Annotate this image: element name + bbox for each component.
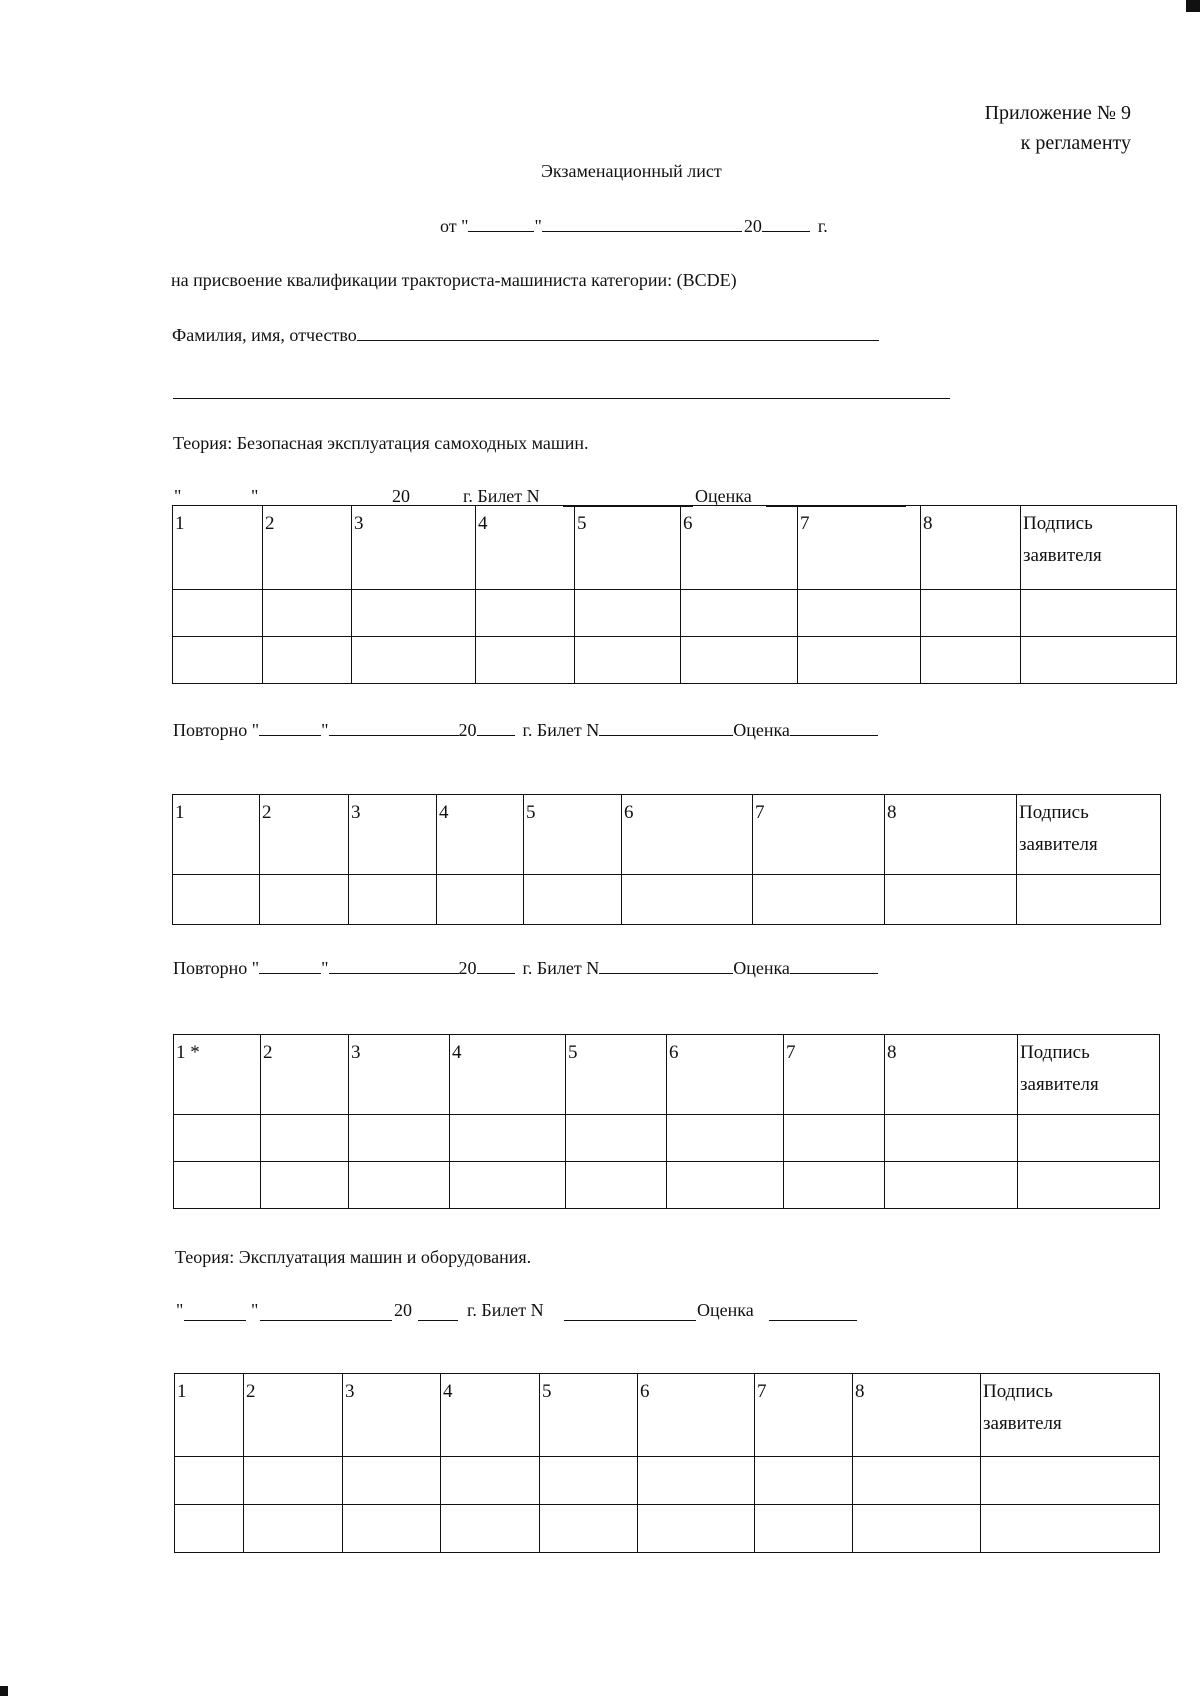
signature-label-line1: Подпись — [1019, 802, 1089, 823]
retry1-header-7: 7 — [753, 795, 885, 875]
answer-cell[interactable] — [441, 1457, 540, 1505]
signature-label-line2: заявителя — [1019, 834, 1098, 855]
answer-cell[interactable] — [784, 1115, 885, 1162]
retry1-ticket-label: г. Билет N — [522, 720, 600, 740]
answer-cell[interactable] — [349, 1115, 450, 1162]
date-suffix: г. — [817, 216, 828, 236]
retry1-row — [173, 720, 878, 741]
signature-cell[interactable] — [1018, 1162, 1160, 1209]
table-row — [173, 637, 1177, 684]
retry1-month-blank[interactable] — [329, 721, 459, 736]
scan-edge-mark — [1186, 0, 1200, 12]
appendix-number: Приложение № 9 — [984, 102, 1131, 124]
section1-quote-open: " — [174, 486, 182, 506]
retry2-signature-header — [1018, 1035, 1160, 1115]
section1-ticket-label: г. Билет N — [463, 486, 540, 506]
retry1-ticket-blank[interactable] — [599, 721, 733, 736]
section1-header-3: 3 — [352, 506, 476, 590]
fio-row — [172, 325, 879, 346]
section2-ticket-blank[interactable] — [564, 1320, 696, 1321]
section1-table — [172, 505, 1177, 684]
section2-ticket-label: г. Билет N — [467, 1300, 544, 1320]
answer-cell[interactable] — [173, 875, 260, 925]
answer-cell[interactable] — [261, 1115, 349, 1162]
answer-cell[interactable] — [853, 1505, 981, 1553]
section2-header-5: 5 — [540, 1374, 638, 1457]
retry2-label: Повторно " — [173, 958, 260, 978]
answer-cell[interactable] — [566, 1162, 667, 1209]
answer-cell[interactable] — [263, 637, 352, 684]
answer-cell[interactable] — [885, 1115, 1018, 1162]
retry1-signature-header — [1017, 795, 1161, 875]
section1-title: Теория: Безопасная эксплуатация самоходных машин. — [173, 433, 589, 453]
scan-edge-mark — [0, 1686, 8, 1696]
table-row — [175, 1457, 1160, 1505]
date-prefix: от " — [440, 216, 469, 236]
answer-cell[interactable] — [175, 1505, 244, 1553]
retry2-ticket-label: г. Билет N — [522, 958, 600, 978]
section1-date-row — [174, 486, 181, 507]
section1-header-4: 4 — [476, 506, 575, 590]
signature-cell[interactable] — [1021, 590, 1177, 637]
retry2-header-4: 4 — [450, 1035, 566, 1115]
retry2-header-7: 7 — [784, 1035, 885, 1115]
section1-quote-close: " — [251, 486, 259, 506]
year-blank[interactable] — [762, 217, 810, 232]
answer-cell[interactable] — [921, 590, 1021, 637]
retry2-ticket-blank[interactable] — [599, 959, 733, 974]
answer-cell[interactable] — [921, 637, 1021, 684]
section2-year: 20 — [394, 1300, 412, 1320]
signature-cell[interactable] — [981, 1505, 1160, 1553]
answer-cell[interactable] — [540, 1457, 638, 1505]
section2-header-3: 3 — [343, 1374, 441, 1457]
retry1-year: 20 — [458, 720, 477, 740]
section1-year: 20 — [392, 486, 410, 506]
answer-cell[interactable] — [352, 590, 476, 637]
answer-cell[interactable] — [798, 637, 921, 684]
answer-cell[interactable] — [798, 590, 921, 637]
month-blank[interactable] — [542, 217, 742, 232]
answer-cell[interactable] — [885, 875, 1017, 925]
answer-cell[interactable] — [853, 1457, 981, 1505]
answer-cell[interactable] — [343, 1505, 441, 1553]
answer-cell[interactable] — [784, 1162, 885, 1209]
qualification-text: на присвоение квалификации тракториста-машиниста категории: (BCDE) — [171, 270, 737, 290]
retry2-table — [173, 1034, 1160, 1209]
signature-cell[interactable] — [1017, 875, 1161, 925]
section2-signature-header — [981, 1374, 1160, 1457]
section1-header-5: 5 — [575, 506, 681, 590]
answer-cell[interactable] — [575, 590, 681, 637]
section1-header-6: 6 — [681, 506, 798, 590]
section1-signature-header — [1021, 506, 1177, 590]
answer-cell[interactable] — [638, 1457, 755, 1505]
signature-label-line2: заявителя — [983, 1413, 1062, 1434]
retry1-header-4: 4 — [437, 795, 524, 875]
answer-cell[interactable] — [174, 1115, 261, 1162]
answer-cell[interactable] — [263, 590, 352, 637]
answer-cell[interactable] — [476, 637, 575, 684]
answer-cell[interactable] — [476, 590, 575, 637]
section2-grade-blank[interactable] — [769, 1320, 857, 1321]
retry2-month-blank[interactable] — [329, 959, 459, 974]
signature-label-line1: Подпись — [983, 1381, 1053, 1402]
fio-blank[interactable] — [357, 326, 879, 341]
section2-year-blank[interactable] — [418, 1320, 458, 1321]
signature-cell[interactable] — [1021, 637, 1177, 684]
section2-header-1: 1 — [175, 1374, 244, 1457]
retry2-header-6: 6 — [667, 1035, 784, 1115]
answer-cell[interactable] — [540, 1505, 638, 1553]
appendix-regulation: к регламенту — [1020, 132, 1131, 154]
retry2-year-blank[interactable] — [477, 959, 515, 974]
answer-cell[interactable] — [441, 1505, 540, 1553]
section2-table — [174, 1373, 1160, 1553]
section1-header-1: 1 — [173, 506, 263, 590]
section1-header-2: 2 — [263, 506, 352, 590]
answer-cell[interactable] — [755, 1457, 853, 1505]
retry1-table — [172, 794, 1161, 925]
retry2-header-2: 2 — [261, 1035, 349, 1115]
section2-grade-label: Оценка — [697, 1300, 754, 1320]
date-year: 20 — [743, 216, 762, 236]
retry2-header-3: 3 — [349, 1035, 450, 1115]
retry1-grade-blank[interactable] — [790, 721, 878, 736]
retry2-header-5: 5 — [566, 1035, 667, 1115]
section2-title: Теория: Эксплуатация машин и оборудования. — [175, 1247, 532, 1267]
signature-label-line2: заявителя — [1020, 1074, 1099, 1095]
document-title: Экзаменационный лист — [541, 161, 722, 181]
fio-label: Фамилия, имя, отчество — [172, 325, 357, 345]
answer-cell[interactable] — [260, 875, 349, 925]
table-row — [173, 590, 1177, 637]
signature-label-line2: заявителя — [1023, 545, 1102, 566]
signature-cell[interactable] — [981, 1457, 1160, 1505]
section1-grade-label: Оценка — [695, 486, 752, 506]
section2-day-blank[interactable] — [184, 1320, 246, 1321]
retry1-header-2: 2 — [260, 795, 349, 875]
retry2-row — [173, 958, 878, 979]
retry1-year-blank[interactable] — [477, 721, 515, 736]
answer-cell[interactable] — [343, 1457, 441, 1505]
retry1-header-6: 6 — [622, 795, 753, 875]
retry2-header-1: 1 * — [174, 1035, 261, 1115]
signature-label-line1: Подпись — [1020, 1042, 1090, 1063]
section2-header-7: 7 — [755, 1374, 853, 1457]
table-row — [175, 1505, 1160, 1553]
section2-header-6: 6 — [638, 1374, 755, 1457]
answer-cell[interactable] — [173, 637, 263, 684]
section1-header-8: 8 — [921, 506, 1021, 590]
answer-cell[interactable] — [667, 1115, 784, 1162]
retry1-label: Повторно " — [173, 720, 260, 740]
answer-cell[interactable] — [450, 1162, 566, 1209]
date-quote: " — [534, 216, 542, 236]
answer-cell[interactable] — [349, 1162, 450, 1209]
retry2-grade-label: Оценка — [733, 958, 790, 978]
answer-cell[interactable] — [753, 875, 885, 925]
retry1-quote: " — [321, 720, 329, 740]
section2-header-2: 2 — [244, 1374, 343, 1457]
table-row — [173, 875, 1161, 925]
retry1-header-3: 3 — [349, 795, 437, 875]
retry2-header-8: 8 — [885, 1035, 1018, 1115]
answer-cell[interactable] — [437, 875, 524, 925]
retry1-header-1: 1 — [173, 795, 260, 875]
answer-cell[interactable] — [261, 1162, 349, 1209]
section1-header-7: 7 — [798, 506, 921, 590]
answer-cell[interactable] — [566, 1115, 667, 1162]
answer-cell[interactable] — [885, 1162, 1018, 1209]
retry1-header-8: 8 — [885, 795, 1017, 875]
day-blank[interactable] — [468, 217, 534, 232]
section2-quote-open: " — [176, 1300, 184, 1320]
answer-cell[interactable] — [575, 637, 681, 684]
answer-cell[interactable] — [450, 1115, 566, 1162]
section2-header-8: 8 — [853, 1374, 981, 1457]
answer-cell[interactable] — [638, 1505, 755, 1553]
retry2-quote: " — [321, 958, 329, 978]
retry2-day-blank[interactable] — [259, 959, 321, 974]
answer-cell[interactable] — [667, 1162, 784, 1209]
section2-header-4: 4 — [441, 1374, 540, 1457]
retry2-grade-blank[interactable] — [790, 959, 878, 974]
answer-cell[interactable] — [175, 1457, 244, 1505]
date-line — [440, 216, 828, 237]
section2-month-blank[interactable] — [260, 1320, 392, 1321]
section2-quote-close: " — [251, 1300, 259, 1320]
answer-cell[interactable] — [622, 875, 753, 925]
signature-cell[interactable] — [1018, 1115, 1160, 1162]
retry1-grade-label: Оценка — [733, 720, 790, 740]
retry1-header-5: 5 — [524, 795, 622, 875]
answer-cell[interactable] — [352, 637, 476, 684]
answer-cell[interactable] — [524, 875, 622, 925]
answer-cell[interactable] — [681, 637, 798, 684]
table-row — [174, 1162, 1160, 1209]
answer-cell[interactable] — [349, 875, 437, 925]
retry2-year: 20 — [458, 958, 477, 978]
answer-cell[interactable] — [681, 590, 798, 637]
answer-cell[interactable] — [755, 1505, 853, 1553]
answer-cell[interactable] — [244, 1505, 343, 1553]
answer-cell[interactable] — [244, 1457, 343, 1505]
table-row — [174, 1115, 1160, 1162]
retry1-day-blank[interactable] — [259, 721, 321, 736]
signature-label-line1: Подпись — [1023, 513, 1093, 534]
answer-cell[interactable] — [173, 590, 263, 637]
answer-cell[interactable] — [174, 1162, 261, 1209]
fio-second-line[interactable] — [173, 398, 950, 399]
